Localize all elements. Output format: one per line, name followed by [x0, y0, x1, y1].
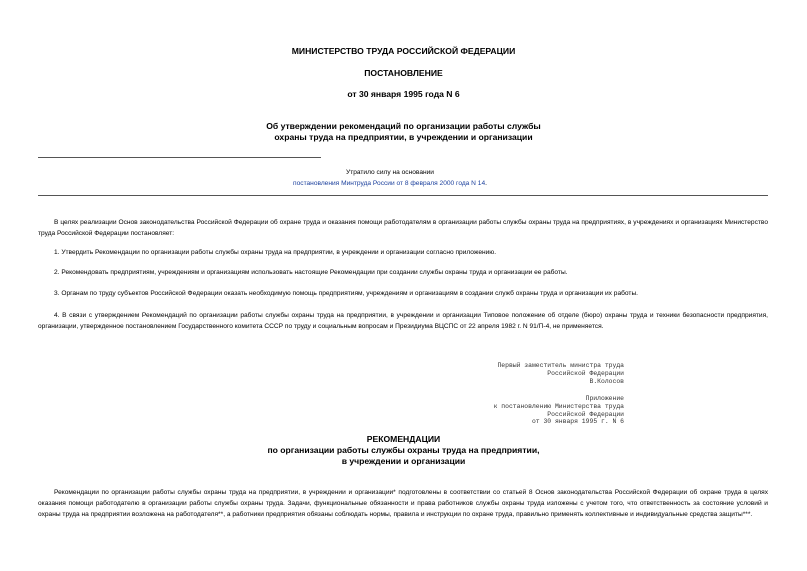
preamble-paragraph: В целях реализации Основ законодательства Российской Федерации об охране труда и оказания помощи работодателям в организации работы службы охраны труда на предприятиях, в учреждениях и организациях Министерство труда Российской Федерации постановляет:: [38, 219, 768, 237]
status-note-period: .: [485, 180, 487, 187]
recommendations-heading: РЕКОМЕНДАЦИИ: [366, 434, 441, 444]
recommendations-subtitle-1: по организации работы службы охраны труда на предприятии,: [267, 445, 540, 455]
document-date-number: от 30 января 1995 года N 6: [347, 89, 460, 99]
status-note-line-1: Утратило силу на основании: [346, 169, 434, 176]
document-type: ПОСТАНОВЛЕНИЕ: [364, 68, 443, 78]
status-note-line-2: [240, 178, 540, 189]
clause-4: 4. В связи с утверждением Рекомендаций по организации работы службы охраны труда на предприятии, в учреждении и организации Типовое положение об отделе (бюро) охраны труда и техники безопасности предприятия, организации, утвержденное постановлением Государственного комитета СССР по труду и социальным вопросам и Президиума ВЦСПС от 22 апреля 1982 г. N 91/П-4, не применяется.: [38, 312, 768, 330]
signature-organization: Российской Федерации: [547, 369, 624, 377]
appendix-organization: Российской Федерации: [547, 410, 624, 418]
repeal-document-link[interactable]: постановления Минтруда России от 8 февраля 2000 года N 14: [293, 180, 486, 187]
ministry-heading: МИНИСТЕРСТВО ТРУДА РОССИЙСКОЙ ФЕДЕРАЦИИ: [291, 46, 516, 56]
recommendations-subtitle-2: в учреждении и организации: [341, 456, 466, 466]
signature-block: [497, 362, 624, 385]
appendix-date: от 30 января 1995 г. N 6: [531, 418, 624, 426]
divider-bottom: [38, 195, 768, 196]
clause-3: 3. Органам по труду субъектов Российской Федерации оказать необходимую помощь предприятиям, учреждениям и организациям в создании служб охраны труда и организации их работы.: [54, 290, 639, 297]
signature-position: Первый заместитель министра труда: [497, 362, 624, 369]
document-title-line-1: Об утверждении рекомендаций по организации работы службы: [266, 121, 541, 131]
clause-2: 2. Рекомендовать предприятиям, учреждениям и организациям использовать настоящие Рекомендации при создании службы охраны труда и организации ее работы.: [54, 269, 568, 276]
appendix-block: [494, 395, 624, 426]
signature-name: В.Колосов: [589, 377, 624, 385]
appendix-label: Приложение: [585, 395, 624, 402]
document-title-line-2: охраны труда на предприятии, в учреждении и организации: [274, 132, 533, 142]
recommendations-intro-paragraph: Рекомендации по организации работы службы охраны труда на предприятии, в учреждении и организации* подготовлены в соответствии со статьей 8 Основ законодательства Российской Федерации об охране труда в целях оказания помощи работодателю в организации работы службы охраны труда. Задачи, функциональные обязанности и права работников службы охраны труда изложены с учетом того, что ответственность за состояние условий и охраны труда на предприятии возложена на работодателя**, а работники предприятия обязаны соблюдать нормы, правила и инструкции по охране труда, правильно применять коллективные и индивидуальные средства защиты***.: [38, 489, 768, 518]
divider-top: [38, 157, 321, 158]
clause-1: 1. Утвердить Рекомендации по организации работы службы охраны труда на предприятии, в учреждении и организации согласно приложению.: [54, 249, 497, 256]
appendix-reference: к постановлению Министерства труда: [493, 402, 624, 410]
